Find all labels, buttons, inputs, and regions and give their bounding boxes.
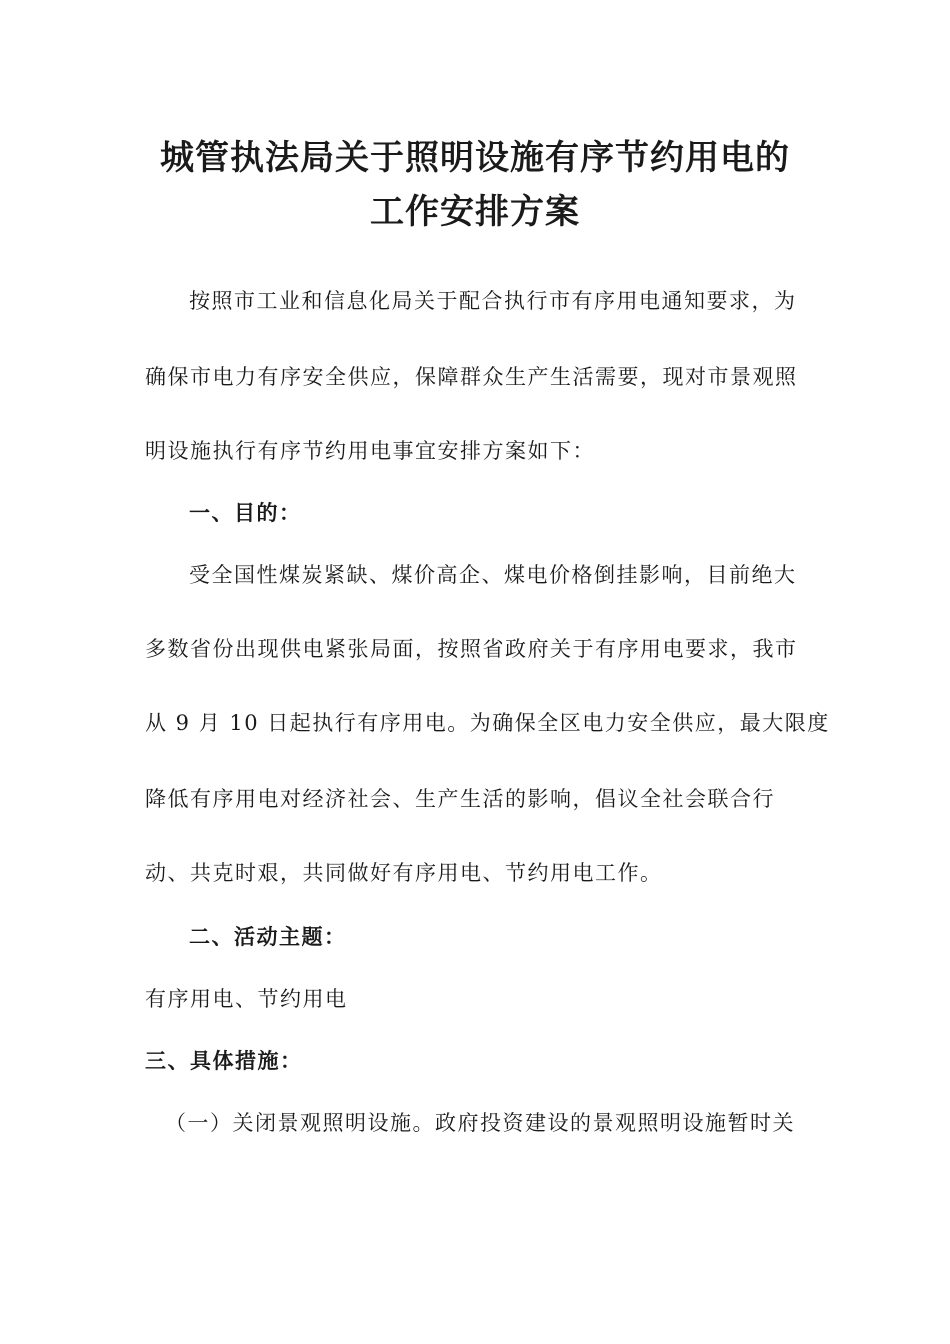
section-3-heading: 三、具体措施：	[145, 1048, 303, 1073]
section-1-body-line: 动、共克时艰，共同做好有序用电、节约用电工作。	[145, 861, 663, 885]
section-1-heading: 一、目的：	[189, 500, 302, 525]
document-title-line-2: 工作安排方案	[370, 192, 580, 232]
section-1-body-line: 受全国性煤炭紧缺、煤价高企、煤电价格倒挂影响，目前绝大	[189, 563, 797, 587]
section-1-body-line: 多数省份出现供电紧张局面，按照省政府关于有序用电要求，我市	[145, 637, 798, 661]
section-2-body: 有序用电、节约用电	[145, 987, 348, 1011]
document-title-line-1: 城管执法局关于照明设施有序节约用电的	[160, 138, 790, 178]
section-3-item-1: （一）关闭景观照明设施。政府投资建设的景观照明设施暂时关	[165, 1111, 795, 1135]
section-2-heading: 二、活动主题：	[189, 924, 347, 949]
section-1-body-line: 降低有序用电对经济社会、生产生活的影响，倡议全社会联合行	[145, 787, 775, 811]
intro-paragraph-line: 确保市电力有序安全供应，保障群众生产生活需要，现对市景观照	[145, 365, 798, 389]
intro-paragraph-line: 明设施执行有序节约用电事宜安排方案如下：	[145, 439, 595, 463]
section-1-body-line: 从 9 月 10 日起执行有序用电。为确保全区电力安全供应，最大限度	[145, 711, 830, 735]
intro-paragraph-line: 按照市工业和信息化局关于配合执行市有序用电通知要求，为	[189, 289, 797, 313]
